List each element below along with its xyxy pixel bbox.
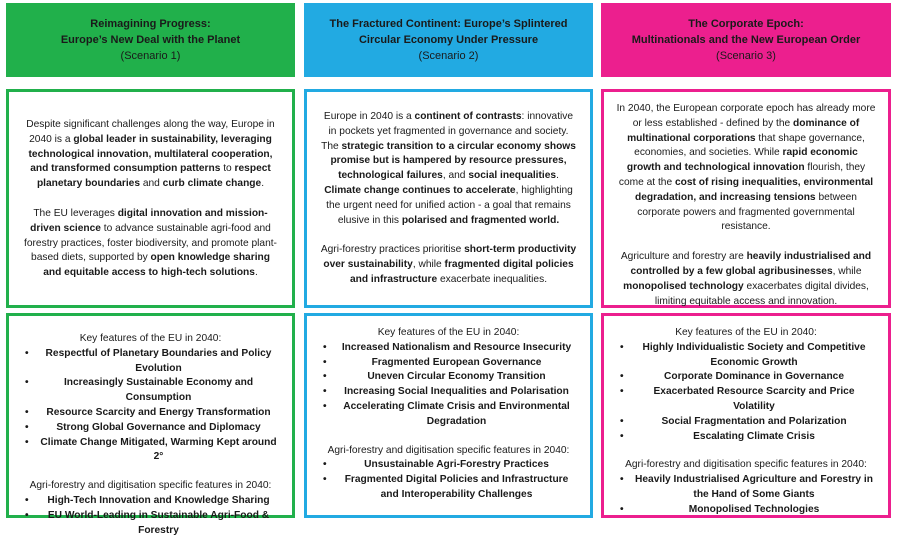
scenario-title-line1: The Fractured Continent: Europe’s Splintered [329,18,568,30]
narrative-bold-text: dominance of multinational corporations [627,117,860,144]
feature-item [313,385,584,400]
feature-text: Exacerbated Resource Scarcity and Price Volatility [653,386,855,412]
narrative-paragraph [307,243,590,287]
scenario-header [6,3,295,77]
bullet-icon: • [323,386,327,398]
feature-text: Accelerating Climate Crisis and Environmental Degradation [343,400,570,427]
narrative-bold-text: short-term productivity over sustainability [323,244,577,271]
narrative-text: , while [412,259,445,271]
narrative-bold-text: heavily industrialised and controlled by a few global agribusinesses [630,251,872,277]
feature-text: Fragmented European Governance [371,356,542,368]
scenario-narrative [307,92,590,288]
narrative-text: that shape governance, economies, and societies. While [634,132,865,159]
scenario-narrative-box [601,89,891,308]
narrative-text: Agri-forestry practices prioritise [320,244,465,256]
scenario-subtitle: (Scenario 2) [418,50,479,62]
feature-text: Social Fragmentation and Polarization [661,415,847,427]
feature-item [15,406,286,421]
bullet-icon: • [620,415,624,427]
scenario-title-line2: Multinationals and the New European Order [631,34,861,46]
narrative-bold-text: respect planetary boundaries [36,163,271,190]
narrative-text: In 2040, the European corporate epoch has already more or less established - defined by the [616,103,876,129]
feature-text: Fragmented Digital Policies and Infrastructure and Interoperability Challenges [344,474,569,500]
feature-item [610,430,882,445]
feature-item [15,347,286,377]
feature-text: Heavily Industrialised Agriculture and Forestry in the Hand of Some Giants [635,474,873,500]
features-list [307,341,590,430]
narrative-bold-text: curb climate change [162,178,262,190]
feature-text: EU World-Leading in Sustainable Agri-Food & Forestry [47,509,270,536]
bullet-icon: • [323,371,327,383]
bullet-icon: • [620,474,624,486]
features-list [307,458,590,502]
scenario-features-box [6,313,295,536]
narrative-bold-text: rapid economic growth and technological innovation [626,147,858,174]
feature-item [15,494,286,509]
narrative-text: Europe in 2040 is a [323,111,415,122]
feature-text: Increased Nationalism and Resource Insecurity [341,341,572,353]
scenario-features-box [304,313,593,518]
bullet-icon: • [620,371,624,383]
scenario-features [9,316,292,538]
narrative-text: . [556,170,559,182]
features-heading: Agri-forestry and digitisation specific features in 2040: [29,480,272,492]
narrative-bold-text: Climate change continues to accelerate [324,184,516,196]
scenario-narrative [9,92,292,281]
narrative-text: between corporate powers and fragmented governmental resistance. [637,191,857,233]
feature-text: Uneven Circular Economy Transition [367,371,546,383]
narrative-text: Agriculture and forestry are [620,251,747,263]
feature-item [610,503,882,518]
feature-item [610,473,882,503]
feature-item [313,370,584,385]
feature-item [610,415,882,430]
narrative-text: The EU leverages [33,207,118,219]
narrative-text: , highlighting the urgent need for unified action - a goal that remains elusive in this [326,184,573,226]
narrative-paragraph [307,110,590,228]
narrative-paragraph [9,118,292,192]
feature-item [313,473,584,503]
narrative-bold-text: digital innovation and mission-driven science [30,207,268,234]
feature-item [15,421,286,436]
features-list [9,347,292,465]
features-heading: Agri-forestry and digitisation specific features in 2040: [327,444,570,456]
feature-text: Escalating Climate Crisis [693,430,815,442]
narrative-text: . [261,178,265,190]
feature-item [313,341,584,356]
scenario-features-box [601,313,891,518]
scenario-subtitle: (Scenario 3) [716,50,776,62]
feature-text: Highly Individualistic Society and Competitive Economic Growth [642,341,866,368]
bullet-icon: • [323,400,327,412]
feature-text: Strong Global Governance and Diplomacy [56,421,261,433]
narrative-bold-text: monopolised technology [623,280,744,292]
feature-text: Monopolised Technologies [688,503,820,515]
feature-item [15,509,286,538]
scenario-narrative-box [304,89,593,308]
narrative-paragraph [9,207,292,281]
bullet-icon: • [25,509,29,521]
feature-text: Climate Change Mitigated, Warming Kept around 2° [40,436,277,463]
scenario-title-line1: The Corporate Epoch: [688,18,804,30]
narrative-bold-text: continent of contrasts [414,111,522,122]
features-list [604,473,888,517]
bullet-icon: • [25,347,29,359]
bullet-icon: • [323,459,327,471]
narrative-bold-text: fragmented digital policies and infrastructure [349,259,574,285]
narrative-bold-text: cost of rising inequalities, environmental degradation, and increasing tensions [635,176,874,203]
narrative-text: flourish, they come at the [618,162,866,188]
bullet-icon: • [25,436,29,448]
feature-text: Unsustainable Agri-Forestry Practices [364,459,549,471]
feature-item [610,385,882,415]
feature-item [313,458,584,473]
narrative-bold-text: polarised and fragmented world. [401,214,560,226]
feature-item [610,341,882,371]
scenario-features [307,316,590,503]
features-heading: Agri-forestry and digitisation specific features in 2040: [625,459,867,471]
scenario-narrative-box [6,89,295,308]
feature-item [15,376,286,406]
bullet-icon: • [620,503,624,515]
narrative-text: and [140,178,163,190]
bullet-icon: • [620,430,624,442]
features-heading: Key features of the EU in 2040: [675,327,817,338]
bullet-icon: • [25,406,29,418]
scenario-features [604,316,888,518]
feature-text: Corporate Dominance in Governance [663,371,845,383]
bullet-icon: • [323,356,327,368]
scenario-header [601,3,891,77]
feature-item [15,436,286,466]
bullet-icon: • [323,341,327,353]
narrative-text: : innovative in pockets yet fragmented in governance and society. The [321,111,574,152]
narrative-text: , while [832,265,862,277]
features-heading: Key features of the EU in 2040: [79,333,222,344]
bullet-icon: • [25,377,29,389]
narrative-text: Despite significant challenges along the way, Europe in 2040 is a [26,119,275,145]
feature-item [313,400,584,430]
feature-text: Increasing Social Inequalities and Polarisation [344,386,569,398]
narrative-text: . [254,267,258,279]
scenario-header [304,3,593,77]
narrative-paragraph [604,102,888,235]
scenario-subtitle: (Scenario 1) [120,50,181,62]
narrative-bold-text: global leader in sustainability, leveraging technological innovation, multilateral cooperation, and transformed consumption patterns [28,133,273,175]
feature-text: Respectful of Planetary Boundaries and Policy Evolution [45,347,272,374]
narrative-text: , and [442,170,469,182]
scenario-title-line2: Circular Economy Under Pressure [358,34,539,46]
feature-text: Increasingly Sustainable Economy and Consumption [63,377,254,404]
bullet-icon: • [620,341,624,353]
feature-text: Resource Scarcity and Energy Transformation [46,406,271,418]
features-heading: Key features of the EU in 2040: [377,327,520,338]
features-list [604,341,888,445]
narrative-text: to [220,163,235,175]
feature-item [313,356,584,371]
narrative-bold-text: strategic transition to a circular economy shows promise but is hampered by resource pressures, technological failures [330,140,576,182]
bullet-icon: • [323,474,327,486]
feature-item [610,370,882,385]
narrative-text: to advance sustainable agri-food and forestry practices, foster biodiversity, and promote plant-based diets, supported by [24,222,277,264]
narrative-text: exacerbates digital divides, limiting equitable access and innovation. [654,280,869,307]
narrative-paragraph [604,250,888,309]
narrative-text: exacerbate inequalities. [437,273,548,285]
bullet-icon: • [25,494,29,506]
narrative-bold-text: open knowledge sharing and equitable access to high-tech solutions [43,252,270,279]
features-list [9,494,292,538]
feature-text: High-Tech Innovation and Knowledge Sharing [47,494,270,506]
bullet-icon: • [620,386,624,398]
scenario-narrative [604,92,888,309]
scenario-title-line2: Europe’s New Deal with the Planet [60,34,241,46]
bullet-icon: • [25,421,29,433]
scenario-title-line1: Reimagining Progress: [90,18,211,30]
narrative-bold-text: social inequalities [468,170,557,182]
